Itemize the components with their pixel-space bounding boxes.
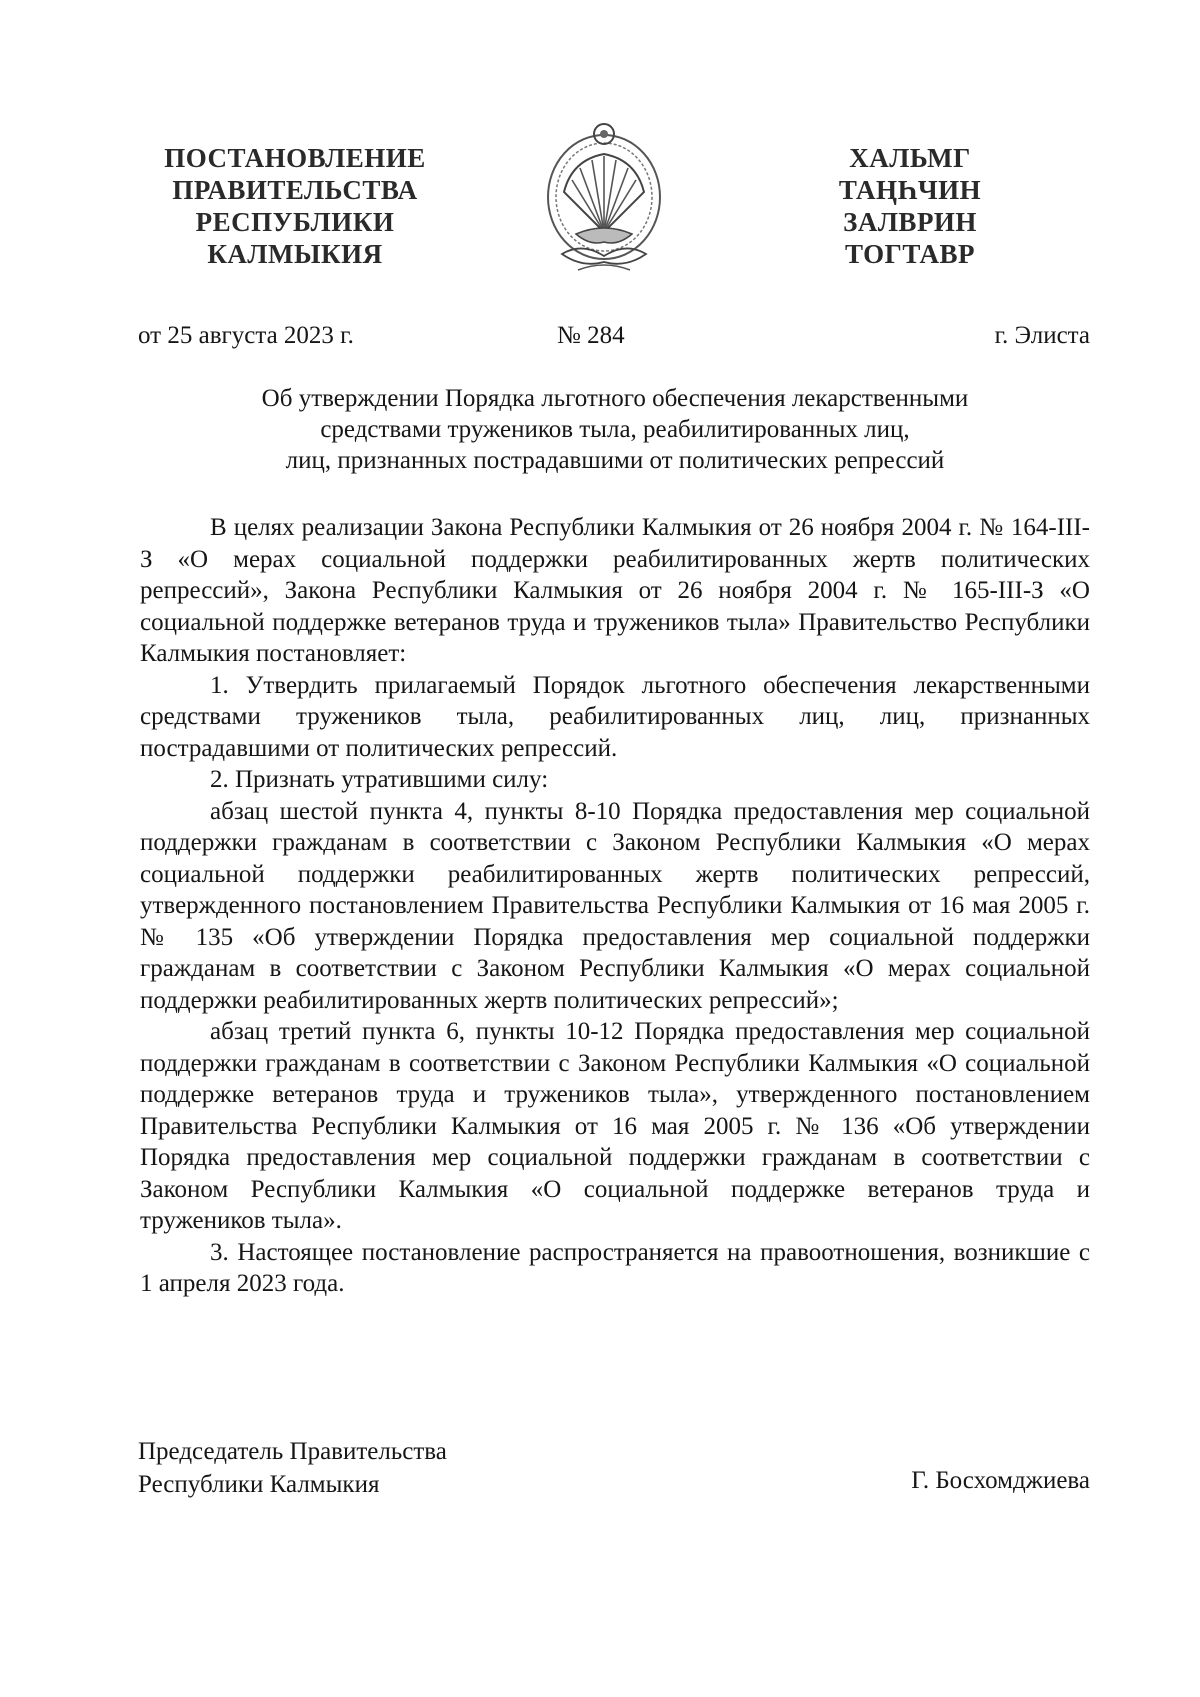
title-line: средствами тружеников тыла, реабилитированных лиц, bbox=[320, 416, 910, 443]
document-city: г. Элиста bbox=[994, 322, 1090, 349]
header-left-line: КАЛМЫКИЯ bbox=[207, 239, 383, 269]
title-line: лиц, признанных пострадавшими от политических репрессий bbox=[285, 447, 945, 474]
header-left-line: РЕСПУБЛИКИ bbox=[195, 207, 395, 237]
document-body bbox=[140, 512, 1090, 1300]
kalmykia-coat-of-arms-icon bbox=[542, 122, 667, 280]
header-right-line: ЗАЛВРИН bbox=[843, 207, 977, 237]
item-1-paragraph: 1. Утвердить прилагаемый Порядок льготного обеспечения лекарственными средствами тружеников тыла, реабилитированных лиц, лиц, признанных пострадавшими от политических репрессий. bbox=[140, 671, 1090, 762]
item-3-paragraph: 3. Настоящее постановление распространяется на правоотношения, возникшие с 1 апреля 2023 года. bbox=[140, 1238, 1090, 1297]
title-line: Об утверждении Порядка льготного обеспечения лекарственными bbox=[261, 385, 969, 412]
header-kalmyk-title bbox=[800, 142, 1020, 270]
item-2a-paragraph: абзац шестой пункта 4, пункты 8-10 Порядка предоставления мер социальной поддержки гражданам в соответствии с Законом Республики Калмыкия «О мерах социальной поддержки реабилитированных жертв политических репрессий, утвержденного постановлением Правительства Республики Калмыкия от 16 мая 2005 г. № 135 «Об утверждении Порядка предоставления мер социальной поддержки гражданам в соответствии с Законом Республики Калмыкия «О мерах социальной поддержки реабилитированных жертв политических репрессий»; bbox=[140, 797, 1090, 1014]
signatory-position-line: Председатель Правительства bbox=[138, 1438, 447, 1465]
header-right-line: ТАҢҺЧИН bbox=[838, 175, 982, 205]
header-left-line: ПРАВИТЕЛЬСТВА bbox=[172, 175, 418, 205]
signatory-position-line: Республики Калмыкия bbox=[138, 1471, 380, 1498]
header-right-line: ХАЛЬМГ bbox=[849, 143, 971, 173]
header-left-line: ПОСТАНОВЛЕНИЕ bbox=[164, 143, 426, 173]
preamble-paragraph: В целях реализации Закона Республики Калмыкия от 26 ноября 2004 г. № 164-III-З «О мерах социальной поддержки реабилитированных жертв политических репрессий», Закона Республики Калмыкия от 26 ноября 2004 г. № 165-III-З «О социальной поддержке ветеранов труда и тружеников тыла» Правительство Республики Калмыкия постановляет: bbox=[140, 514, 1090, 667]
header-right-line: ТОГТАВР bbox=[845, 239, 975, 269]
item-2-paragraph: 2. Признать утратившими силу: bbox=[210, 766, 549, 793]
item-2b-paragraph: абзац третий пункта 6, пункты 10-12 Порядка предоставления мер социальной поддержки гражданам в соответствии с Законом Республики Калмыкия «О социальной поддержке ветеранов труда и тружеников тыла», утвержденного постановлением Правительства Республики Калмыкия от 16 мая 2005 г. № 136 «Об утверждении Порядка предоставления мер социальной поддержки гражданам в соответствии с Законом Республики Калмыкия «О социальной поддержке ветеранов труда и тружеников тыла». bbox=[140, 1018, 1090, 1234]
document-date: от 25 августа 2023 г. bbox=[138, 322, 354, 349]
document-title bbox=[140, 383, 1090, 476]
signatory-position bbox=[138, 1435, 447, 1501]
header-russian-title bbox=[140, 142, 450, 270]
document-number: № 284 bbox=[557, 322, 625, 349]
signatory-name: Г. Босхомджиева bbox=[911, 1467, 1090, 1494]
